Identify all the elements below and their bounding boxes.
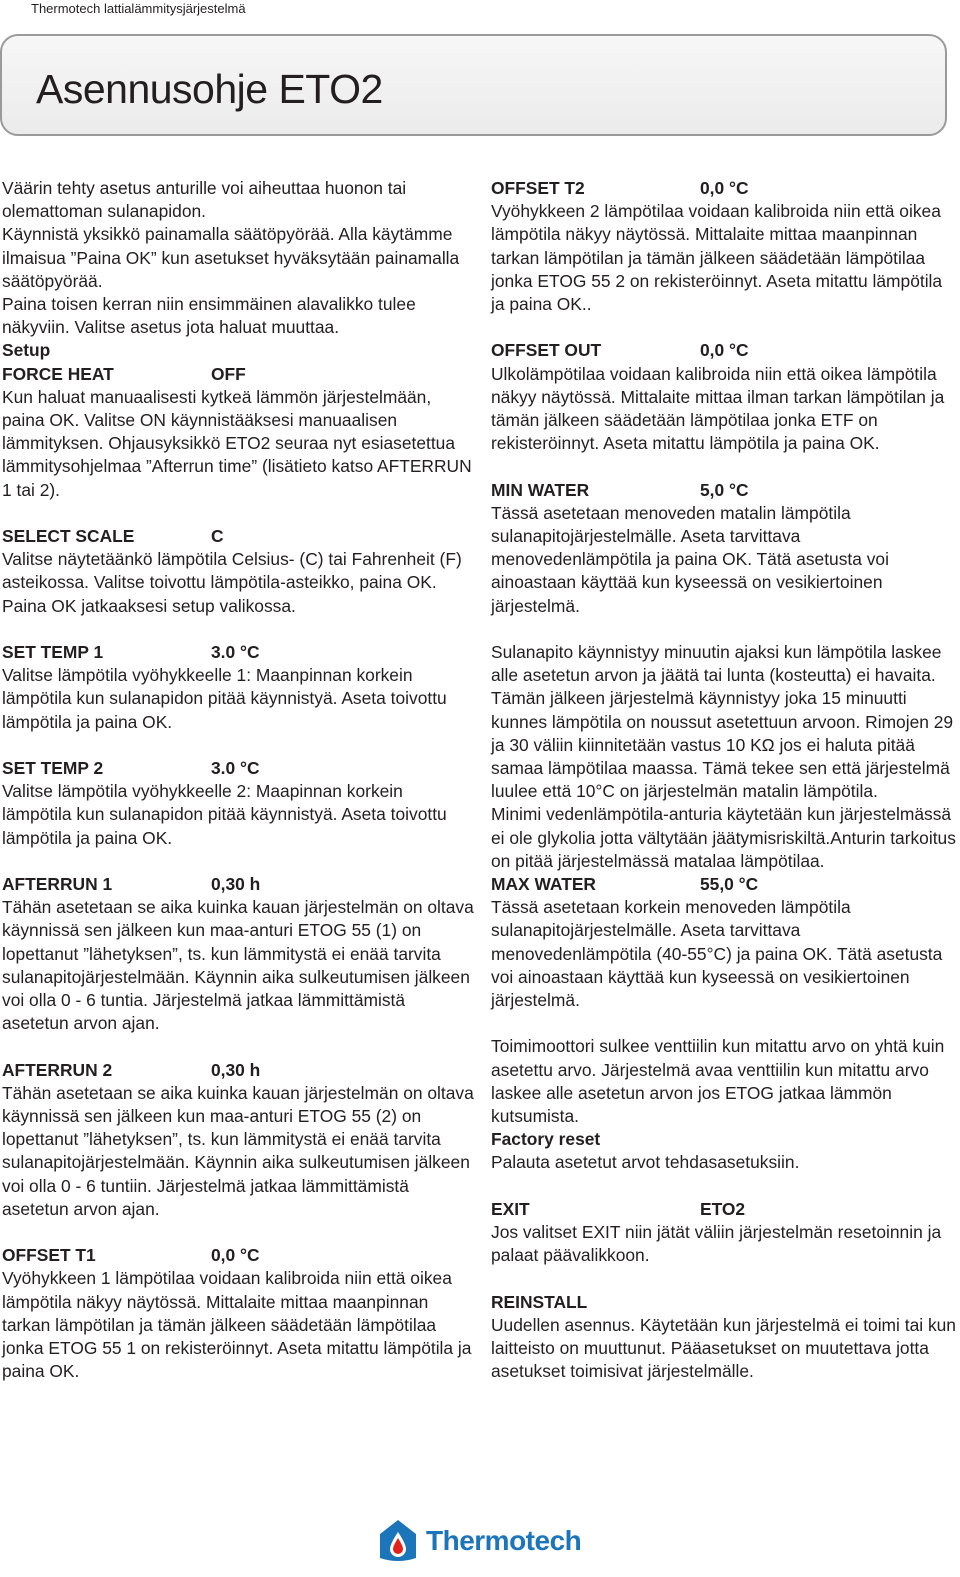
- setting-name: SET TEMP 2: [2, 758, 104, 779]
- thermotech-logo: [378, 1518, 581, 1564]
- setup-heading: Setup: [2, 340, 51, 361]
- setting-value: 55,0 °C: [700, 874, 759, 895]
- setting-value: 0,0 °C: [700, 340, 749, 361]
- setting-name: AFTERRUN 2: [2, 1059, 113, 1080]
- setting-factory-reset: [491, 1128, 957, 1174]
- toimimoottori-paragraph: Toimimoottori sulkee venttiilin kun mitattu arvo on yhtä kuin asetettu arvo. Järjestelmä avaa venttiilin kun mitattu arvo laskee alle asetetun arvon jos ETOG jatkaa lämmön kutsumista.: [491, 1036, 945, 1127]
- intro-paragraph-3: Paina toisen kerran niin ensimmäinen alavalikko tulee näkyviin. Valitse asetus jota haluat muuttaa.: [2, 294, 416, 338]
- setting-name: FORCE HEAT: [2, 363, 114, 384]
- setting-reinstall: [491, 1291, 957, 1384]
- setting-description: Tähän asetetaan se aika kuinka kauan järjestelmän on oltava käynnissä sen jälkeen kun maa-anturi ETOG 55 (1) on lopettanut ”lähetyksen”, ts. kun lämmitystä ei enää tarvita sulanapitojärjestelmään. Käynnin aika sulkeutumisen jälkeen voi olla 0 - 6 tuntia. Järjestelmä jatkaa lämmittämistä asetetun arvon ajan.: [2, 897, 474, 1034]
- setting-value: 0,0 °C: [211, 1245, 260, 1266]
- setting-description: Palauta asetetut arvot tehdasasetuksiin.: [491, 1152, 800, 1173]
- setting-description: Vyöhykkeen 1 lämpötilaa voidaan kalibroida niin että oikea lämpötila näkyy näytössä. Mittalaite mittaa maanpinnan tarkan lämpötilan ja tämän jälkeen säädetään lämpötilaa jonka ETOG 55 1 on rekisteröinnyt. Aseta mitattu lämpötila ja paina OK.: [2, 1268, 472, 1382]
- setting-value: 5,0 °C: [700, 479, 749, 500]
- right-column: [491, 177, 957, 1383]
- page-title: Asennusohje ETO2: [36, 66, 383, 112]
- setting-offset-t2: [491, 177, 957, 316]
- intro-paragraph-1: Väärin tehty asetus anturille voi aiheuttaa huonon tai olemattoman sulanapidon.: [2, 178, 407, 222]
- sulanapito-paragraph: Sulanapito käynnistyy minuutin ajaksi kun lämpötila laskee alle asetetun arvon ja jäätä tai lunta (kosteutta) ei havaita. Tämän jälkeen järjestelmä käynnistyy joka 15 minuutti kunnes lämpötila on noussut asetettuun arvoon. Rimojen 29 ja 30 väliin kiinnitetään vastus 10 KΩ jos ei haluta pitää samaa lämpötilaa maassa. Tämä tekee sen että järjestelmä luulee että 10°C on järjestelmän matalin lämpötila.: [491, 642, 954, 802]
- setting-exit: [491, 1198, 957, 1268]
- document-header: Thermotech lattialämmitysjärjestelmä: [31, 1, 246, 16]
- setting-value: 3.0 °C: [211, 758, 260, 779]
- setting-name: MIN WATER: [491, 479, 590, 500]
- setting-description: Valitse näytetäänkö lämpötila Celsius- (C) tai Fahrenheit (F) asteikossa. Valitse toivottu lämpötila-asteikko, paina OK. Paina OK jatkaaksesi setup valikossa.: [2, 549, 462, 616]
- minimi-paragraph: Minimi vedenlämpötila-anturia käytetään kun järjestelmässä ei ole glykolia jotta vältytään jäätymisriskiltä.Anturin tarkoitus on pitää järjestelmässä matalaa lämpötilaa.: [491, 804, 956, 871]
- setting-name: Factory reset: [491, 1129, 601, 1150]
- setting-set-temp-1: [2, 641, 474, 734]
- setting-name: MAX WATER: [491, 874, 596, 895]
- setting-name: EXIT: [491, 1198, 530, 1219]
- setting-name: OFFSET T2: [491, 178, 585, 198]
- setting-offset-out: [491, 339, 957, 455]
- intro-paragraph-2: Käynnistä yksikkö painamalla säätöpyörää. Alla käytämme ilmaisua ”Paina OK” kun asetukset hyväksytään painamalla säätöpyörää.: [2, 224, 460, 291]
- setting-description: Tässä asetetaan menoveden matalin lämpötila sulanapitojärjestelmälle. Aseta tarvittava menovedenlämpötila ja paina OK. Tätä asetusta voi ainoastaan käyttää kun kyseessä on vesikiertoinen järjestelmä.: [491, 502, 889, 616]
- setting-value: OFF: [211, 363, 246, 384]
- setting-select-scale: [2, 525, 474, 618]
- left-column: [2, 177, 474, 1383]
- setting-name: OFFSET OUT: [491, 340, 602, 361]
- setting-description: Tässä asetetaan korkein menoveden lämpötila sulanapitojärjestelmälle. Aseta tarvittava menovedenlämpötila (40-55°C) ja paina OK. Tätä asetusta voi ainoastaan käyttää kun kyseessä on vesikiertoinen järjestelmä.: [491, 897, 943, 1011]
- setting-value: 0,0 °C: [700, 178, 749, 198]
- setting-value: 0,30 h: [211, 874, 261, 895]
- setting-name: REINSTALL: [491, 1291, 588, 1312]
- setting-value: 3.0 °C: [211, 642, 260, 663]
- setting-name: SET TEMP 1: [2, 642, 104, 663]
- setting-description: Jos valitset EXIT niin jätät väliin järjestelmän resetoinnin ja palaat päävalikkoon.: [491, 1222, 942, 1266]
- setting-description: Vyöhykkeen 2 lämpötilaa voidaan kalibroida niin että oikea lämpötila näkyy näytössä. Mittalaite mittaa maanpinnan tarkan lämpötilan ja tämän jälkeen säädetään lämpötilaa jonka ETOG 55 2 on rekisteröinnyt. Aseta mitattu lämpötila ja paina OK..: [491, 201, 943, 315]
- setting-description: Valitse lämpötila vyöhykkeelle 1: Maanpinnan korkein lämpötila kun sulanapidon pitää käynnistyä. Aseta toivottu lämpötila ja paina OK.: [2, 665, 447, 732]
- setting-max-water: [491, 873, 957, 1012]
- setting-name: OFFSET T1: [2, 1245, 96, 1266]
- setting-force-heat: [2, 339, 474, 501]
- setting-afterrun-1: [2, 873, 474, 1035]
- house-drop-icon: [378, 1518, 418, 1564]
- setting-offset-t1: [2, 1244, 474, 1383]
- setting-description: Uudellen asennus. Käytetään kun järjestelmä ei toimi tai kun laitteisto on muuttunut. Pääasetukset on muutettava jotta asetukset toimisivat järjestelmälle.: [491, 1314, 956, 1382]
- setting-set-temp-2: [2, 757, 474, 850]
- setting-description: Ulkolämpötilaa voidaan kalibroida niin että oikea lämpötila näkyy näytössä. Mittalaite mittaa ilman tarkan lämpötilan ja tämän jälkeen säädetään lämpötilaa jonka ETF on rekisteröinnyt. Aseta mitattu lämpötila ja paina OK.: [491, 363, 945, 454]
- setting-afterrun-2: [2, 1059, 474, 1221]
- setting-description: Tähän asetetaan se aika kuinka kauan järjestelmän on oltava käynnissä sen jälkeen kun maa-anturi ETOG 55 (2) on lopettanut ”lähetyksen”, ts. kun lämmitystä ei enää tarvita sulanapitojärjestelmään. Käynnin aika sulkeutumisen jälkeen voi olla 0 - 6 tuntiin. Järjestelmä jatkaa lämmittämistä asetetun arvon ajan.: [2, 1082, 474, 1219]
- setting-value: 0,30 h: [211, 1059, 261, 1080]
- setting-name: SELECT SCALE: [2, 526, 135, 547]
- logo-wordmark: Thermotech: [426, 1525, 582, 1556]
- setting-name: AFTERRUN 1: [2, 874, 113, 895]
- setting-min-water: [491, 479, 957, 618]
- setting-description: Valitse lämpötila vyöhykkeelle 2: Maapinnan korkein lämpötila kun sulanapidon pitää käynnistyä. Aseta toivottu lämpötila ja paina OK.: [2, 781, 447, 848]
- setting-description: Kun haluat manuaalisesti kytkeä lämmön järjestelmään, paina OK. Valitse ON käynnistääksesi manuaalisen lämmityksen. Ohjausyksikkö ETO2 seuraa nyt esiasetettua lämmitysohjelmaa ”Afterrun time” (lisätieto katso AFTERRUN 1 tai 2).: [2, 386, 472, 500]
- setting-value: ETO2: [700, 1198, 746, 1219]
- setting-value: C: [211, 526, 224, 547]
- title-box: [0, 34, 947, 136]
